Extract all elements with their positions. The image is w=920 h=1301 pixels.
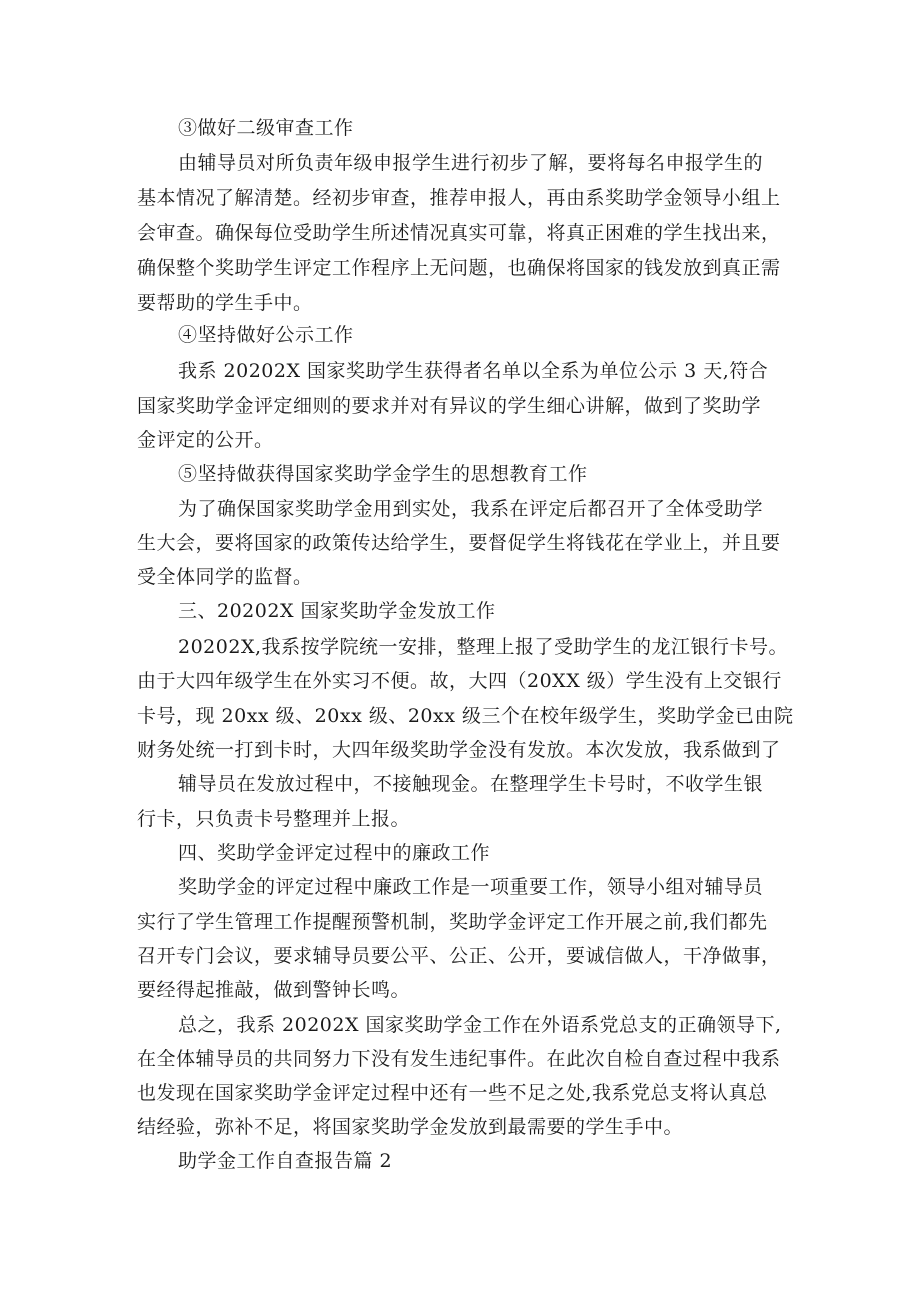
paragraph-line: 在全体辅导员的共同努力下没有发生违纪事件。在此次自检自查过程中我系 xyxy=(137,1048,781,1070)
paragraph-line: 要帮助的学生手中。 xyxy=(137,292,313,314)
paragraph-line: 财务处统一打到卡时，大四年级奖助学金没有发放。本次发放，我系做到了 xyxy=(137,739,781,761)
paragraph-line: 总之，我系 20202X 国家奖助学金工作在外语系党总支的正确领导下, xyxy=(178,1014,782,1036)
paragraph-line: 受全体同学的监督。 xyxy=(137,566,313,588)
paragraph-line: 国家奖助学金评定细则的要求并对有异议的学生细心讲解，做到了奖助学 xyxy=(137,395,762,417)
paragraph-line: 结经验，弥补不足，将国家奖助学金发放到最需要的学生手中。 xyxy=(137,1116,684,1138)
paragraph-line: 卡号，现 20xx 级、20xx 级、20xx 级三个在校年级学生，奖助学金已由院 xyxy=(137,705,794,727)
paragraph-line: 由于大四年级学生在外实习不便。故，大四（20XX 级）学生没有上交银行 xyxy=(137,670,782,692)
paragraph-line: 也发现在国家奖助学金评定过程中还有一些不足之处,我系党总支将认真总 xyxy=(137,1082,768,1104)
paragraph-line: 奖助学金的评定过程中廉政工作是一项重要工作，领导小组对辅导员 xyxy=(178,876,764,898)
paragraph-line: 为了确保国家奖助学金用到实处，我系在评定后都召开了全体受助学 xyxy=(178,498,764,520)
paragraph-line: 会审查。确保每位受助学生所述情况真实可靠，将真正困难的学生找出来， xyxy=(137,222,781,244)
paragraph-line: 要经得起推敲，做到警钟长鸣。 xyxy=(137,979,411,1001)
paragraph-line: 20202X,我系按学院统一安排，整理上报了受助学生的龙江银行卡号。 xyxy=(178,636,789,658)
paragraph-line: 行卡，只负责卡号整理并上报。 xyxy=(137,808,411,830)
heading-secondary-review: ③做好二级审查工作 xyxy=(178,117,354,139)
paragraph-line: 辅导员在发放过程中，不接触现金。在整理学生卡号时，不收学生银 xyxy=(178,773,764,795)
paragraph-line: 召开专门会议，要求辅导员要公平、公正、公开，要诚信做人，干净做事， xyxy=(137,945,781,967)
paragraph-line: 我系 20202X 国家奖助学生获得者名单以全系为单位公示 3 天,符合 xyxy=(178,360,769,382)
heading-section-three: 三、20202X 国家奖助学金发放工作 xyxy=(178,600,496,622)
paragraph-line: 确保整个奖助学生评定工作程序上无问题，也确保将国家的钱发放到真正需 xyxy=(137,257,781,279)
heading-section-four: 四、奖助学金评定过程中的廉政工作 xyxy=(178,842,491,864)
paragraph-line: 基本情况了解清楚。经初步审查，推荐申报人，再由系奖助学金领导小组上 xyxy=(137,187,781,209)
heading-ideological-education: ⑤坚持做获得国家奖助学金学生的思想教育工作 xyxy=(178,463,588,485)
paragraph-line: 实行了学生管理工作提醒预警机制，奖助学金评定工作开展之前,我们都先 xyxy=(137,911,768,933)
heading-publicity: ④坚持做好公示工作 xyxy=(178,324,354,346)
paragraph-line: 金评定的公开。 xyxy=(137,429,274,451)
paragraph-line: 由辅导员对所负责年级申报学生进行初步了解，要将每名申报学生的 xyxy=(178,152,764,174)
heading-report-part-two: 助学金工作自查报告篇 2 xyxy=(178,1150,393,1172)
paragraph-line: 生大会，要将国家的政策传达给学生，要督促学生将钱花在学业上，并且要 xyxy=(137,532,781,554)
